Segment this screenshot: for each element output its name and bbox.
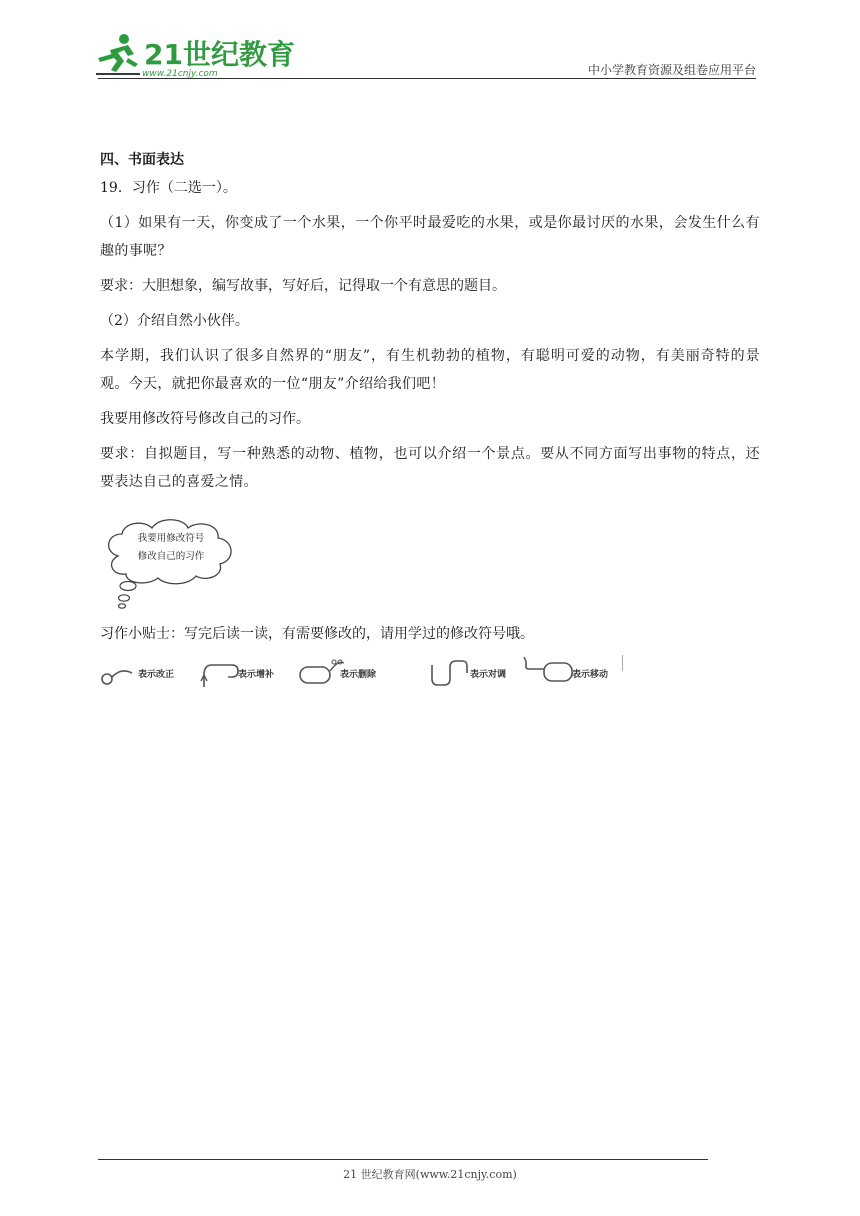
- symbol-label-delete: 表示删除: [340, 670, 377, 680]
- revise-note: 我要用修改符号修改自己的习作。: [100, 411, 310, 427]
- brand-logo: [94, 30, 295, 80]
- insert-mark-icon: [200, 653, 240, 691]
- header-divider: [98, 78, 756, 79]
- logo-url: www.21cnjy.com: [142, 69, 218, 79]
- option-1-text: （1）如果有一天，你变成了一个水果，一个你平时最爱吃的水果，或是你最讨厌的水果，会发生什么有趣的事呢？: [100, 215, 760, 259]
- move-mark-icon: [520, 653, 574, 691]
- revision-symbols-row: [100, 653, 640, 693]
- swap-mark-icon: [426, 653, 468, 691]
- delete-mark-icon: [296, 653, 346, 691]
- question-number: 19．习作（二选一）。: [100, 180, 237, 196]
- cloud-line-2: 修改自己的习作: [137, 551, 205, 562]
- logo-text: 21世纪教育: [144, 38, 295, 71]
- edge-tick: [622, 655, 623, 671]
- option-2-title: （2）介绍自然小伙伴。: [100, 313, 249, 329]
- symbol-label-move: 表示移动: [572, 670, 609, 680]
- footer-divider: [98, 1159, 708, 1160]
- symbol-label-correct: 表示改正: [138, 670, 175, 680]
- option-2-intro: 本学期，我们认识了很多自然界的“朋友”，有生机勃勃的植物，有聪明可爱的动物，有美丽奇特的景观。今天，就把你最喜欢的一位“朋友”介绍给我们吧！: [100, 348, 760, 392]
- document-body: [100, 146, 760, 496]
- section-title: 四、书面表达: [100, 152, 184, 168]
- footer-text: 21 世纪教育网(www.21cnjy.com): [343, 1168, 517, 1181]
- cloud-text: [126, 530, 216, 566]
- symbol-label-swap: 表示对调: [470, 670, 507, 680]
- option-1-requirement: 要求：大胆想象，编写故事，写好后，记得取一个有意思的题目。: [100, 278, 506, 294]
- writing-tip: 习作小贴士：写完后读一读，有需要修改的，请用学过的修改符号哦。: [100, 626, 534, 642]
- option-2-requirement: 要求：自拟题目，写一种熟悉的动物、植物，也可以介绍一个景点。要从不同方面写出事物的特点，还要表达自己的喜爱之情。: [100, 446, 760, 490]
- header-tagline: 中小学教育资源及组卷应用平台: [587, 63, 756, 77]
- correct-mark-icon: [100, 653, 136, 691]
- symbol-label-insert: 表示增补: [238, 670, 275, 680]
- cloud-line-1: 我要用修改符号: [137, 533, 205, 544]
